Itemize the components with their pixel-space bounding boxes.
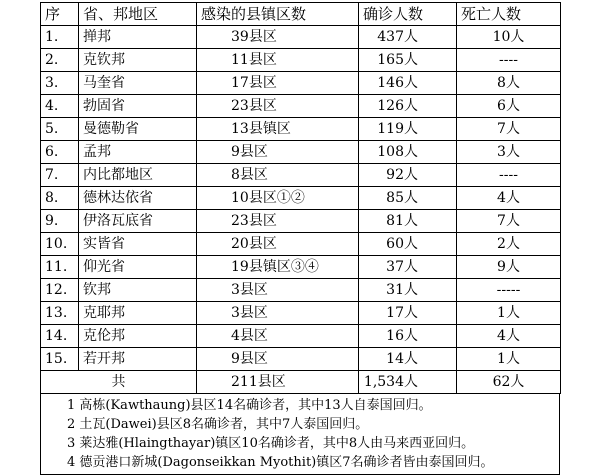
row-deaths: 4人 bbox=[457, 187, 561, 210]
table-row bbox=[41, 164, 561, 187]
row-deaths: ---- bbox=[457, 164, 561, 187]
row-deaths: 10人 bbox=[457, 26, 561, 49]
total-deaths: 62人 bbox=[457, 371, 561, 394]
table-row bbox=[41, 348, 561, 371]
row-confirmed: 108人 bbox=[359, 141, 457, 164]
table-header-row bbox=[41, 3, 561, 26]
total-districts: 211县区 bbox=[197, 371, 359, 394]
row-districts: 3县区 bbox=[197, 302, 359, 325]
row-deaths: 6人 bbox=[457, 95, 561, 118]
row-index: 14. bbox=[41, 325, 79, 348]
row-index: 9. bbox=[41, 210, 79, 233]
row-deaths: 2人 bbox=[457, 233, 561, 256]
row-region: 克耶邦 bbox=[79, 302, 197, 325]
row-index: 11. bbox=[41, 256, 79, 279]
table-row bbox=[41, 141, 561, 164]
footnotes-table bbox=[40, 393, 560, 475]
row-deaths: 3人 bbox=[457, 141, 561, 164]
row-deaths: 9人 bbox=[457, 256, 561, 279]
row-districts: 17县区 bbox=[197, 72, 359, 95]
row-deaths: 8人 bbox=[457, 72, 561, 95]
table-row bbox=[41, 49, 561, 72]
row-index: 12. bbox=[41, 279, 79, 302]
row-districts: 9县区 bbox=[197, 141, 359, 164]
table-row bbox=[41, 279, 561, 302]
table-row bbox=[41, 187, 561, 210]
row-confirmed: 119人 bbox=[359, 118, 457, 141]
row-confirmed: 81人 bbox=[359, 210, 457, 233]
header-confirmed: 确诊人数 bbox=[359, 3, 457, 26]
row-region: 掸邦 bbox=[79, 26, 197, 49]
row-index: 3. bbox=[41, 72, 79, 95]
row-region: 孟邦 bbox=[79, 141, 197, 164]
header-districts: 感染的县镇区数 bbox=[197, 3, 359, 26]
row-confirmed: 16人 bbox=[359, 325, 457, 348]
row-confirmed: 31人 bbox=[359, 279, 457, 302]
row-deaths: ---- bbox=[457, 49, 561, 72]
row-confirmed: 14人 bbox=[359, 348, 457, 371]
row-deaths: 4人 bbox=[457, 325, 561, 348]
footnote-3: 3 莱达雅(Hlaingthayar)镇区10名确诊者，其中8人由马来西亚回归。 bbox=[67, 436, 475, 451]
header-region: 省、邦地区 bbox=[79, 3, 197, 26]
table-row bbox=[41, 72, 561, 95]
row-confirmed: 146人 bbox=[359, 72, 457, 95]
row-region: 钦邦 bbox=[79, 279, 197, 302]
row-deaths: 7人 bbox=[457, 210, 561, 233]
footnote-4: 4 德贡港口新城(Dagonseikkan Myothit)镇区7名确诊者皆由泰国回归。 bbox=[67, 455, 494, 470]
row-index: 13. bbox=[41, 302, 79, 325]
total-confirmed: 1,534人 bbox=[359, 371, 457, 394]
row-region: 实皆省 bbox=[79, 233, 197, 256]
table-row bbox=[41, 233, 561, 256]
row-confirmed: 437人 bbox=[359, 26, 457, 49]
row-confirmed: 126人 bbox=[359, 95, 457, 118]
total-label: 共 bbox=[41, 371, 197, 394]
header-index: 序 bbox=[41, 3, 79, 26]
row-index: 8. bbox=[41, 187, 79, 210]
row-districts: 10县区①② bbox=[197, 187, 359, 210]
table-row bbox=[41, 95, 561, 118]
footnotes-cell bbox=[41, 394, 560, 475]
footnote-2: 2 土瓦(Dawei)县区8名确诊者，其中7人泰国回归。 bbox=[67, 417, 369, 432]
row-districts: 3县区 bbox=[197, 279, 359, 302]
table-row bbox=[41, 256, 561, 279]
table-row bbox=[41, 302, 561, 325]
row-confirmed: 92人 bbox=[359, 164, 457, 187]
table-row bbox=[41, 325, 561, 348]
row-region: 克伦邦 bbox=[79, 325, 197, 348]
row-region: 伊洛瓦底省 bbox=[79, 210, 197, 233]
row-region: 若开邦 bbox=[79, 348, 197, 371]
covid-table-container bbox=[40, 2, 560, 475]
row-deaths: 1人 bbox=[457, 348, 561, 371]
footnote-1: 1 高栋(Kawthaung)县区14名确诊者，其中13人自泰国回归。 bbox=[67, 398, 432, 413]
row-index: 2. bbox=[41, 49, 79, 72]
row-index: 1. bbox=[41, 26, 79, 49]
row-districts: 9县区 bbox=[197, 348, 359, 371]
row-index: 15. bbox=[41, 348, 79, 371]
row-deaths: 1人 bbox=[457, 302, 561, 325]
table-body bbox=[41, 26, 561, 394]
row-index: 7. bbox=[41, 164, 79, 187]
row-region: 克钦邦 bbox=[79, 49, 197, 72]
row-confirmed: 17人 bbox=[359, 302, 457, 325]
row-districts: 13县镇区 bbox=[197, 118, 359, 141]
row-region: 曼德勒省 bbox=[79, 118, 197, 141]
row-districts: 39县区 bbox=[197, 26, 359, 49]
row-districts: 23县区 bbox=[197, 95, 359, 118]
total-row bbox=[41, 371, 561, 394]
row-index: 4. bbox=[41, 95, 79, 118]
row-index: 10. bbox=[41, 233, 79, 256]
table-row bbox=[41, 210, 561, 233]
row-districts: 4县区 bbox=[197, 325, 359, 348]
row-districts: 23县区 bbox=[197, 210, 359, 233]
row-districts: 11县区 bbox=[197, 49, 359, 72]
row-confirmed: 60人 bbox=[359, 233, 457, 256]
row-region: 内比都地区 bbox=[79, 164, 197, 187]
row-deaths: ----- bbox=[457, 279, 561, 302]
row-confirmed: 85人 bbox=[359, 187, 457, 210]
row-districts: 20县区 bbox=[197, 233, 359, 256]
row-region: 马奎省 bbox=[79, 72, 197, 95]
row-region: 仰光省 bbox=[79, 256, 197, 279]
table-row bbox=[41, 118, 561, 141]
row-region: 勃固省 bbox=[79, 95, 197, 118]
row-index: 5. bbox=[41, 118, 79, 141]
row-confirmed: 165人 bbox=[359, 49, 457, 72]
row-region: 德林达依省 bbox=[79, 187, 197, 210]
footnotes-row bbox=[41, 394, 560, 475]
covid-case-table bbox=[40, 2, 561, 394]
row-districts: 19县镇区③④ bbox=[197, 256, 359, 279]
table-row bbox=[41, 26, 561, 49]
row-deaths: 7人 bbox=[457, 118, 561, 141]
row-confirmed: 37人 bbox=[359, 256, 457, 279]
row-districts: 8县区 bbox=[197, 164, 359, 187]
row-index: 6. bbox=[41, 141, 79, 164]
header-deaths: 死亡人数 bbox=[457, 3, 561, 26]
